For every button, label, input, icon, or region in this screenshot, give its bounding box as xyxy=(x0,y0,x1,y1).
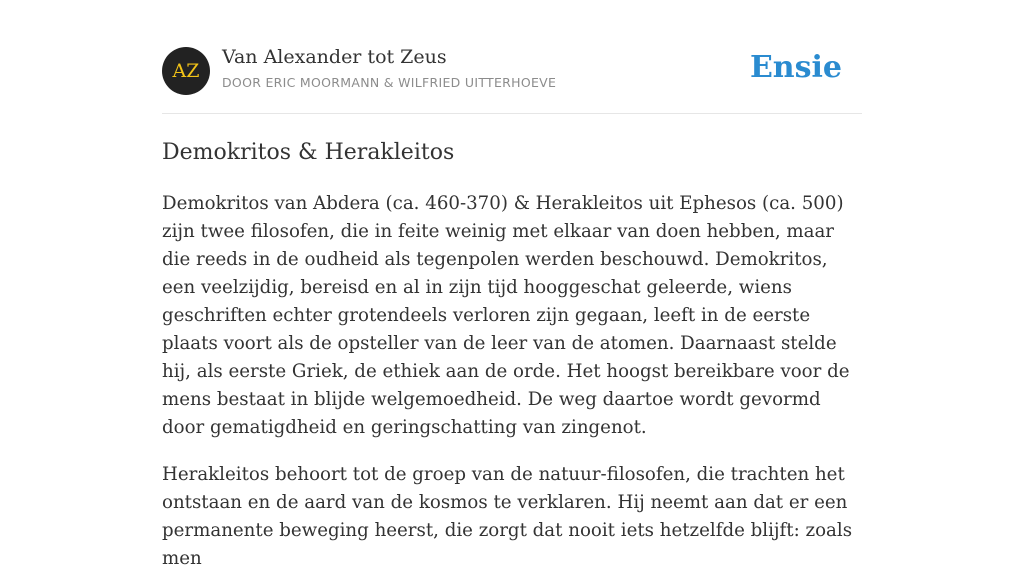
ensie-logo[interactable]: Ensie xyxy=(749,50,842,85)
article xyxy=(162,138,862,573)
book-header xyxy=(162,46,862,96)
book-authors: DOOR ERIC MOORMANN & WILFRIED UITTERHOEVE xyxy=(222,75,557,90)
book-title[interactable]: Van Alexander tot Zeus xyxy=(222,46,447,68)
book-avatar[interactable]: AZ xyxy=(162,47,210,95)
article-paragraph: Herakleitos behoort tot de groep van de natuur-filosofen, die trachten het ontstaan en de aard van de kosmos te verklaren. Hij neemt aan dat er een permanente beweging heerst, die zorgt dat nooit iets hetzelfde blijft: zoals men xyxy=(162,464,853,569)
article-paragraph: Demokritos van Abdera (ca. 460-370) & Herakleitos uit Ephesos (ca. 500) zijn twee filosofen, die in feite weinig met elkaar van doen hebben, maar die reeds in de oudheid als tegenpolen werden beschouwd. Demokritos, een veelzijdig, bereisd en al in zijn tijd hooggeschat geleerde, wiens geschriften echter grotendeels verloren zijn gegaan, leeft in de eerste plaats voort als de opsteller van de leer van de atomen. Daarnaast stelde hij, als eerste Griek, de ethiek aan de orde. Het hoogst bereikbare voor de mens bestaat in blijde welgemoedheid. De weg daartoe wordt gevormd door gematigdheid en geringschatting van zingenot. xyxy=(162,193,850,438)
header-divider xyxy=(162,113,862,114)
article-title: Demokritos & Herakleitos xyxy=(162,140,455,165)
